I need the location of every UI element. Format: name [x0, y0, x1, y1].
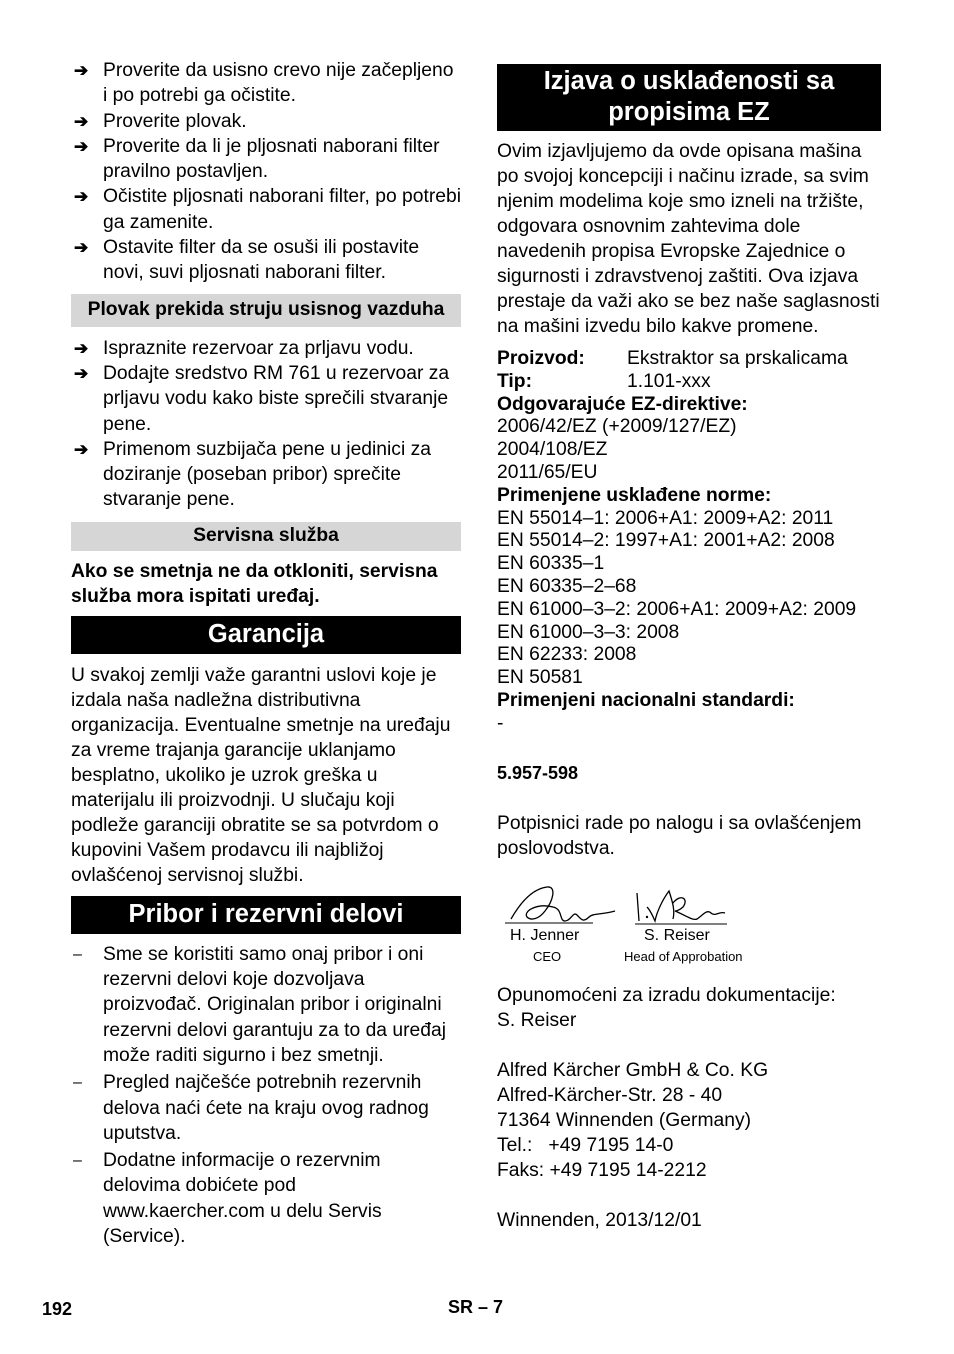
parts-heading: Pribor i rezervni delovi	[71, 896, 461, 934]
list-item-text: Sme se koristiti samo onaj pribor i oni rezervni delovi koje dozvoljava proizvođač. Originalan pribor i originalni rezervni delovi garantuju za to da uređaj može raditi sigurno i bez smetnji.	[103, 943, 446, 1066]
list-item-text: Proverite da li je pljosnati naborani filter pravilno postavljen.	[103, 135, 440, 183]
list-item	[71, 58, 461, 109]
page-number: 192	[42, 1299, 73, 1319]
check-list	[71, 58, 461, 286]
list-item-text: Ostavite filter da se osuši ili postavite novi, suvi pljosnati naborani filter.	[103, 237, 420, 284]
list-item	[71, 336, 461, 361]
address-block	[497, 1058, 881, 1183]
product-value: Ekstraktor sa prskalicama	[627, 348, 848, 369]
service-heading: Servisna služba	[71, 522, 461, 551]
parts-list	[71, 942, 461, 1250]
declaration-text: Ovim izjavljujemo da ovde opisana mašina po svojoj koncepciji i načinu izrade, sa svim njenim modelima koje smo izneli na tržište, odgovara osnovnim zahtevima dole navedenih propisa Evropske Zajednice o sigurnosti i zdravstvenoj zaštiti. Ova izjava prestaje da važi ako se bez naše saglasnosti na mašini izvedu bilo kakve promene.	[497, 141, 880, 337]
product-label: Proizvod:	[497, 348, 585, 369]
norm-item: EN 55014–2: 1997+A1: 2001+A2: 2008	[497, 530, 835, 552]
footer-label	[448, 1297, 503, 1318]
list-item	[71, 184, 461, 235]
address-line: Faks: +49 7195 14-2212	[497, 1159, 707, 1181]
float-list	[71, 336, 461, 513]
arrow-icon: ➔	[74, 111, 89, 131]
norm-item: EN 50581	[497, 667, 583, 689]
arrow-icon: ➔	[74, 338, 89, 358]
address-line: Alfred Kärcher GmbH & Co. KG	[497, 1059, 769, 1081]
directives-label: Odgovarajuće EZ-direktive:	[497, 393, 748, 415]
list-item	[71, 109, 461, 134]
address-line: Tel.: +49 7195 14-0	[497, 1134, 674, 1156]
type-value: 1.101-xxx	[627, 370, 711, 392]
authorized-name: S. Reiser	[497, 1009, 577, 1031]
list-item	[71, 942, 461, 1068]
list-item-text: Dodatne informacije o rezervnim delovima dobićete pod www.kaercher.com u delu Servis (Service).	[103, 1150, 382, 1248]
service-text: Ako se smetnja ne da otkloniti, servisna služba mora ispitati uređaj.	[71, 560, 438, 607]
spec-block	[497, 348, 881, 736]
norm-item: EN 61000–3–2: 2006+A1: 2009+A2: 2009	[497, 598, 857, 620]
footer-section: – 7	[478, 1297, 504, 1317]
type-label: Tip:	[497, 370, 532, 392]
list-item-text: Očistite pljosnati naborani filter, po potrebi ga zamenite.	[103, 186, 461, 233]
address-line: Alfred-Kärcher-Str. 28 - 40	[497, 1084, 723, 1106]
warranty-heading: Garancija	[71, 616, 461, 654]
declaration-heading: Izjava o usklađenosti sa propisima EZ	[497, 64, 881, 131]
list-item	[71, 1148, 461, 1249]
list-item-text: Ispraznite rezervoar za prljavu vodu.	[103, 337, 414, 359]
list-item	[71, 1070, 461, 1146]
directive-item: 2004/108/EZ	[497, 439, 608, 461]
type-row	[497, 371, 881, 394]
authorized-label: Opunomoćeni za izradu dokumentacije:	[497, 984, 836, 1006]
list-item-text: Proverite da usisno crevo nije začepljeno i po potrebi ga očistite.	[103, 60, 454, 107]
directive-item: 2006/42/EZ (+2009/127/EZ)	[497, 416, 737, 438]
list-item-text: Proverite plovak.	[103, 110, 247, 132]
product-row	[497, 348, 881, 371]
signer1-name: H. Jenner	[510, 926, 580, 944]
warranty-text: U svakoj zemlji važe garantni uslovi koje je izdala naša nadležna distributivna organizacija. Eventualne smetnje na uređaju za vreme trajanja garancije uklanjamo besplatno, ukoliko je uzrok greška u materijalu ili proizvodnji. U slučaju koji podleže garanciji obratite se sa potvrdom o kupovini Vašem prodavcu ili najbližoj ovlašćenoj servisnoj službi.	[71, 664, 451, 886]
norm-item: EN 61000–3–3: 2008	[497, 621, 680, 643]
list-item	[71, 437, 461, 513]
doc-number: 5.957-598	[497, 762, 579, 783]
address-line: 71364 Winnenden (Germany)	[497, 1109, 752, 1131]
float-heading: Plovak prekida struju usisnog vazduha	[71, 294, 461, 327]
norm-item: EN 55014–1: 2006+A1: 2009+A2: 2011	[497, 507, 834, 529]
arrow-icon: ➔	[74, 363, 89, 383]
left-column	[71, 58, 461, 1251]
list-item-text: Dodajte sredstvo RM 761 u rezervoar za prljavu vodu kako biste sprečili stvaranje pene.	[103, 362, 450, 435]
list-item	[71, 134, 461, 185]
national-label: Primenjeni nacionalni standardi:	[497, 689, 795, 711]
dash-icon: –	[73, 1152, 82, 1170]
place-date: Winnenden, 2013/12/01	[497, 1209, 702, 1231]
norm-item: EN 60335–2–68	[497, 575, 637, 597]
list-item	[71, 235, 461, 286]
signer2-name: S. Reiser	[644, 926, 710, 944]
footer-language: SR	[448, 1297, 474, 1317]
norms-label: Primenjene usklađene norme:	[497, 484, 772, 506]
norm-item: EN 62233: 2008	[497, 644, 637, 666]
list-item	[71, 361, 461, 437]
arrow-icon: ➔	[74, 136, 89, 156]
directive-item: 2011/65/EU	[497, 461, 598, 483]
arrow-icon: ➔	[74, 187, 89, 207]
dash-icon: –	[73, 1074, 82, 1092]
arrow-icon: ➔	[74, 439, 89, 459]
national-value: -	[497, 712, 504, 734]
norm-item: EN 60335–1	[497, 553, 605, 575]
list-item-text: Primenom suzbijača pene u jedinici za doziranje (poseban pribor) sprečite stvaranje pene.	[103, 438, 431, 511]
dash-icon: –	[73, 945, 82, 963]
signatories-text: Potpisnici rade po nalogu i sa ovlašćenjem poslovodstva.	[497, 812, 862, 859]
right-column	[497, 64, 881, 1233]
signer2-role: Head of Approbation	[624, 948, 743, 964]
signer1-role: CEO	[533, 948, 562, 964]
arrow-icon: ➔	[74, 238, 89, 258]
arrow-icon: ➔	[74, 61, 89, 80]
list-item-text: Pregled najčešće potrebnih rezervnih delova naći ćete na kraju ovog radnog uputstva.	[103, 1072, 429, 1144]
signatures	[497, 881, 881, 973]
